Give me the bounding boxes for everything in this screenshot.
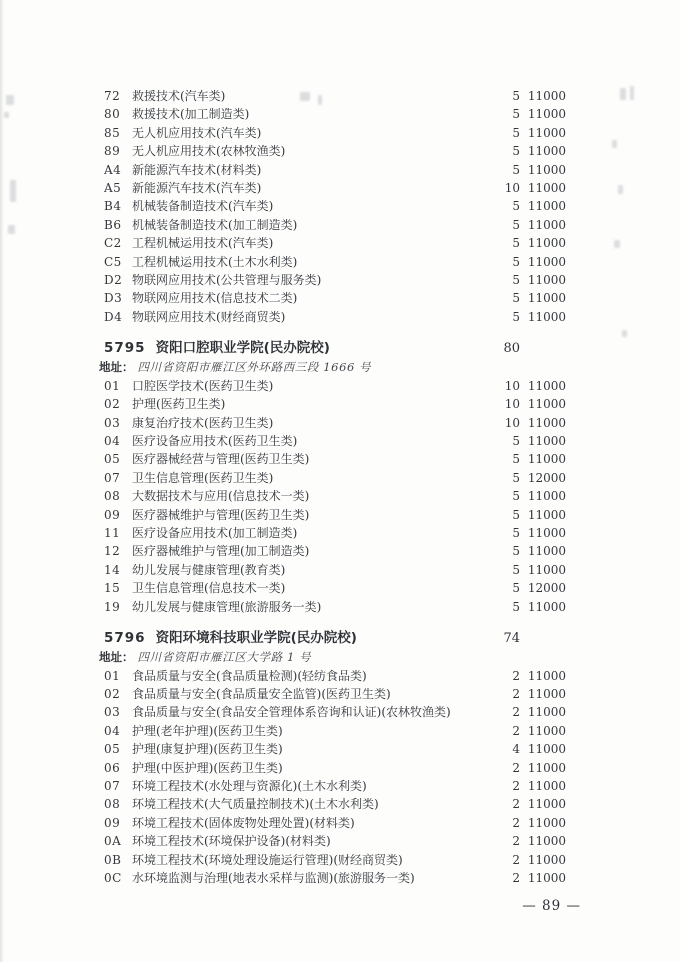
major-fee: 11000	[527, 779, 566, 793]
major-code: 02	[104, 686, 121, 701]
major-row	[104, 869, 566, 887]
major-name: 医疗设备应用技术(加工制造类)	[132, 526, 298, 541]
major-quota: 2	[512, 779, 520, 793]
major-code: 01	[104, 378, 121, 393]
major-fee: 11000	[527, 217, 566, 232]
major-name: 工程机械运用技术(土木水利类)	[132, 254, 298, 269]
major-fee: 11000	[527, 599, 566, 614]
major-name: 物联网应用技术(财经商贸类)	[132, 309, 286, 324]
major-name: 护理(中医护理)(医药卫生类)	[132, 760, 283, 775]
major-row	[104, 703, 566, 721]
major-code: 07	[104, 470, 121, 485]
major-name: 物联网应用技术(信息技术二类)	[132, 291, 298, 306]
major-fee: 11000	[527, 526, 566, 541]
school-section	[104, 87, 566, 326]
major-code: 04	[104, 723, 121, 738]
major-fee: 11000	[527, 378, 566, 393]
major-fee: 11000	[527, 871, 566, 886]
major-quota: 5	[512, 470, 520, 485]
major-name: 护理(康复护理)(医药卫生类)	[132, 742, 283, 757]
major-name: 工程机械运用技术(汽车类)	[132, 236, 274, 251]
major-fee: 12000	[527, 470, 566, 485]
major-code: 03	[104, 415, 121, 430]
major-name: 机械装备制造技术(汽车类)	[132, 199, 274, 214]
major-name: 无人机应用技术(农林牧渔类)	[132, 144, 286, 159]
major-row	[104, 561, 566, 579]
major-code: 85	[104, 125, 121, 140]
major-row	[104, 105, 566, 123]
major-quota: 5	[512, 217, 520, 232]
major-code: 09	[104, 815, 121, 830]
major-fee: 11000	[527, 254, 566, 269]
major-quota: 2	[512, 705, 520, 720]
address-label: 地址：	[99, 650, 134, 665]
major-row	[104, 667, 566, 685]
major-quota: 2	[512, 834, 520, 849]
major-name: 新能源汽车技术(材料类)	[132, 162, 262, 177]
major-code: 15	[104, 581, 121, 596]
major-row	[104, 253, 566, 271]
major-code: 01	[104, 668, 121, 683]
major-code: 04	[104, 434, 121, 448]
major-fee: 11000	[527, 562, 566, 577]
major-fee: 11000	[527, 199, 566, 214]
school-name: 资阳环境科技职业学院(民办院校)	[155, 630, 357, 647]
major-fee: 11000	[527, 434, 566, 448]
major-row	[104, 216, 566, 234]
major-name: 环境工程技术(环境保护设备)(材料类)	[132, 834, 331, 849]
major-fee: 11000	[527, 397, 566, 412]
major-code: 14	[104, 562, 121, 577]
major-fee: 11000	[527, 125, 566, 140]
major-quota: 5	[512, 273, 520, 288]
major-row	[104, 377, 566, 395]
major-quota: 5	[512, 254, 520, 269]
major-name: 医疗设备应用技术(医药卫生类)	[132, 434, 298, 448]
school-code: 5796	[104, 630, 146, 647]
major-code: 72	[104, 89, 121, 103]
major-quota: 2	[512, 815, 520, 830]
major-quota: 2	[512, 686, 520, 701]
major-quota: 5	[512, 162, 520, 177]
major-rows	[104, 667, 566, 888]
major-quota: 2	[512, 852, 520, 867]
major-code: 0C	[104, 871, 122, 886]
major-name: 口腔医学技术(医药卫生类)	[132, 378, 274, 393]
major-row	[104, 814, 566, 832]
major-fee: 11000	[527, 668, 566, 683]
major-quota: 10	[504, 415, 520, 430]
major-row	[104, 234, 566, 252]
major-fee: 11000	[527, 273, 566, 288]
major-quota: 5	[512, 291, 520, 306]
school-header	[104, 338, 566, 359]
major-fee: 11000	[527, 507, 566, 522]
major-code: 11	[104, 526, 121, 541]
school-address-line	[99, 649, 566, 667]
major-row	[104, 161, 566, 179]
major-row	[104, 271, 566, 289]
major-quota: 10	[504, 397, 520, 412]
major-fee: 11000	[527, 852, 566, 867]
major-quota: 2	[512, 668, 520, 683]
major-quota: 5	[512, 526, 520, 541]
major-code: 08	[104, 489, 121, 504]
major-code: 06	[104, 760, 121, 775]
major-name: 幼儿发展与健康管理(旅游服务一类)	[132, 599, 322, 614]
major-fee: 11000	[527, 686, 566, 701]
major-quota: 5	[512, 89, 520, 103]
major-rows	[104, 87, 566, 326]
major-fee: 11000	[527, 834, 566, 849]
school-header	[104, 628, 566, 649]
major-code: 89	[104, 144, 121, 159]
major-code: 80	[104, 107, 121, 122]
major-row	[104, 832, 566, 850]
major-name: 幼儿发展与健康管理(教育类)	[132, 562, 286, 577]
major-quota: 2	[512, 871, 520, 886]
page-number: — 89 —	[522, 898, 581, 914]
major-name: 护理(老年护理)(医药卫生类)	[132, 723, 283, 738]
address-text: 四川省资阳市雁江区外环路西三段 1666 号	[137, 360, 372, 375]
major-row	[104, 197, 566, 215]
major-fee: 11000	[527, 742, 566, 757]
major-code: 03	[104, 705, 121, 720]
major-name: 环境工程技术(大气质量控制技术)(土木水利类)	[132, 797, 379, 812]
major-quota: 5	[512, 309, 520, 324]
major-quota: 5	[512, 125, 520, 140]
major-quota: 2	[512, 760, 520, 775]
major-code: 02	[104, 397, 121, 412]
major-row	[104, 450, 566, 468]
major-name: 环境工程技术(环境处理设施运行管理)(财经商贸类)	[132, 852, 403, 867]
major-row	[104, 524, 566, 542]
major-name: 医疗器械经营与管理(医药卫生类)	[132, 452, 310, 467]
major-code: 19	[104, 599, 121, 614]
major-quota: 2	[512, 797, 520, 812]
major-row	[104, 395, 566, 413]
school-name: 资阳口腔职业学院(民办院校)	[155, 340, 330, 357]
major-fee: 11000	[527, 489, 566, 504]
major-row	[104, 722, 566, 740]
major-code: A4	[104, 162, 122, 177]
major-quota: 10	[504, 181, 520, 196]
school-section	[99, 338, 566, 616]
major-fee: 11000	[527, 89, 566, 103]
major-quota: 5	[512, 452, 520, 467]
major-quota: 4	[512, 742, 520, 757]
major-name: 环境工程技术(固体废物处理处置)(材料类)	[132, 815, 355, 830]
major-fee: 11000	[527, 162, 566, 177]
major-fee: 11000	[527, 415, 566, 430]
major-row	[104, 487, 566, 505]
major-fee: 11000	[527, 705, 566, 720]
major-row	[104, 795, 566, 813]
major-fee: 11000	[527, 815, 566, 830]
major-fee: 11000	[527, 291, 566, 306]
major-code: D4	[104, 309, 123, 324]
major-fee: 11000	[527, 107, 566, 122]
major-quota: 5	[512, 489, 520, 504]
major-row	[104, 598, 566, 616]
major-fee: 11000	[527, 452, 566, 467]
major-code: 0B	[104, 852, 122, 867]
major-row	[104, 124, 566, 142]
major-row	[104, 179, 566, 197]
major-code: B4	[104, 199, 122, 214]
school-total-quota: 74	[503, 631, 520, 647]
major-name: 食品质量与安全(食品安全管理体系咨询和认证)(农林牧渔类)	[132, 705, 451, 720]
major-fee: 11000	[527, 544, 566, 559]
major-quota: 5	[512, 199, 520, 214]
major-name: 无人机应用技术(汽车类)	[132, 125, 262, 140]
major-name: 水环境监测与治理(地表水采样与监测)(旅游服务一类)	[132, 871, 415, 886]
major-row	[104, 542, 566, 560]
school-total-quota: 80	[503, 341, 520, 357]
major-row	[104, 851, 566, 869]
major-row	[104, 685, 566, 703]
major-code: 05	[104, 742, 121, 757]
major-row	[104, 142, 566, 160]
major-row	[104, 579, 566, 597]
major-row	[104, 777, 566, 795]
major-name: 环境工程技术(水处理与资源化)(土木水利类)	[132, 779, 367, 793]
major-code: 07	[104, 779, 121, 793]
major-name: 救援技术(汽车类)	[132, 89, 226, 103]
major-fee: 11000	[527, 181, 566, 196]
major-name: 大数据技术与应用(信息技术一类)	[132, 489, 310, 504]
major-code: 09	[104, 507, 121, 522]
major-quota: 10	[504, 378, 520, 393]
major-fee: 11000	[527, 309, 566, 324]
major-name: 新能源汽车技术(汽车类)	[132, 181, 262, 196]
major-row	[104, 308, 566, 326]
major-name: 食品质量与安全(食品质量检测)(轻纺食品类)	[132, 668, 367, 683]
major-fee: 11000	[527, 760, 566, 775]
major-name: 食品质量与安全(食品质量安全监管)(医药卫生类)	[132, 686, 391, 701]
major-quota: 5	[512, 107, 520, 122]
major-quota: 5	[512, 599, 520, 614]
major-row	[104, 469, 566, 487]
admissions-listing	[0, 87, 680, 887]
school-code: 5795	[104, 340, 146, 357]
major-quota: 5	[512, 236, 520, 251]
major-code: 0A	[104, 834, 122, 849]
major-code: A5	[104, 181, 122, 196]
major-row	[104, 414, 566, 432]
major-name: 医疗器械维护与管理(加工制造类)	[132, 544, 310, 559]
major-fee: 11000	[527, 723, 566, 738]
major-row	[104, 740, 566, 758]
address-text: 四川省资阳市雁江区大学路 1 号	[137, 650, 312, 665]
major-name: 物联网应用技术(公共管理与服务类)	[132, 273, 322, 288]
major-fee: 11000	[527, 236, 566, 251]
major-name: 卫生信息管理(医药卫生类)	[132, 470, 274, 485]
major-quota: 5	[512, 507, 520, 522]
listing-body	[0, 87, 680, 887]
school-section	[99, 628, 566, 887]
address-label: 地址：	[99, 360, 134, 375]
major-code: D3	[104, 291, 123, 306]
school-address-line	[99, 359, 566, 377]
major-code: D2	[104, 273, 123, 288]
major-row	[104, 289, 566, 307]
major-row	[104, 759, 566, 777]
major-name: 救援技术(加工制造类)	[132, 107, 250, 122]
major-code: C2	[104, 236, 122, 251]
major-code: B6	[104, 217, 122, 232]
major-fee: 12000	[527, 581, 566, 596]
major-fee: 11000	[527, 144, 566, 159]
major-code: 05	[104, 452, 121, 467]
major-name: 康复治疗技术(医药卫生类)	[132, 415, 274, 430]
major-row	[104, 432, 566, 450]
major-name: 医疗器械维护与管理(医药卫生类)	[132, 507, 310, 522]
major-row	[104, 87, 566, 105]
major-code: 12	[104, 544, 121, 559]
major-row	[104, 506, 566, 524]
major-rows	[104, 377, 566, 616]
major-code: 08	[104, 797, 121, 812]
major-quota: 5	[512, 562, 520, 577]
major-quota: 2	[512, 723, 520, 738]
major-code: C5	[104, 254, 122, 269]
major-name: 护理(医药卫生类)	[132, 397, 226, 412]
major-name: 机械装备制造技术(加工制造类)	[132, 217, 298, 232]
major-name: 卫生信息管理(信息技术一类)	[132, 581, 286, 596]
major-fee: 11000	[527, 797, 566, 812]
major-quota: 5	[512, 434, 520, 448]
major-quota: 5	[512, 144, 520, 159]
major-quota: 5	[512, 544, 520, 559]
major-quota: 5	[512, 581, 520, 596]
